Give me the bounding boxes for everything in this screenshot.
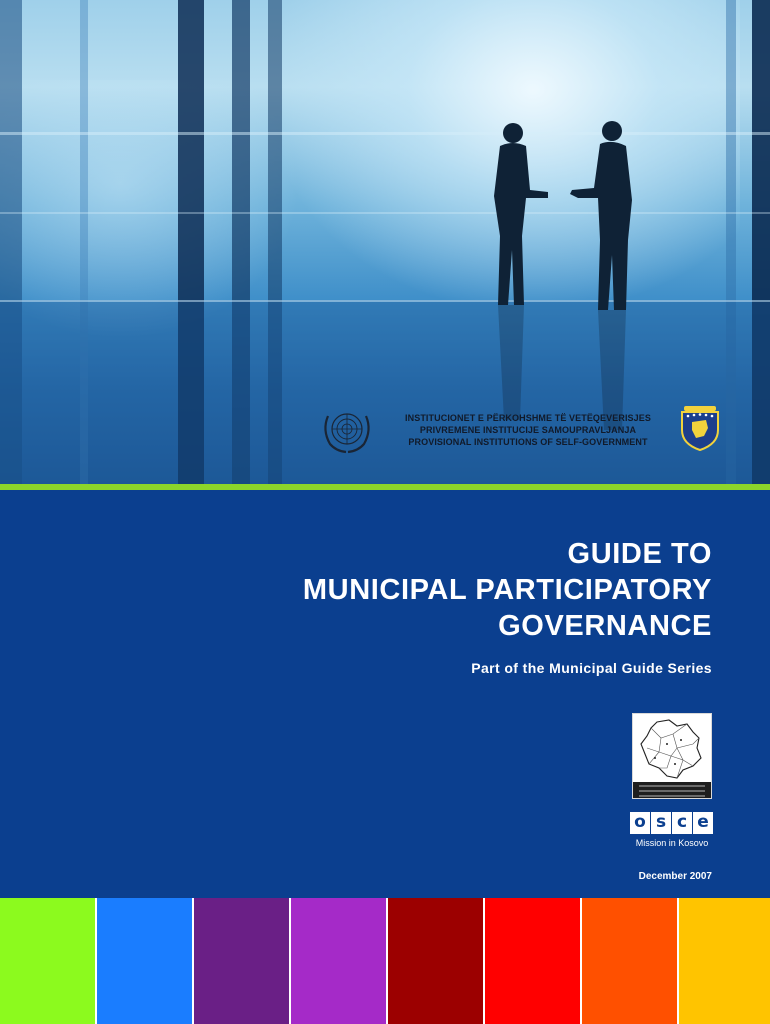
cover-photo: [0, 0, 770, 484]
publication-date: December 2007: [638, 871, 712, 882]
color-bar-orange: [582, 898, 677, 1024]
osce-letter-o: o: [630, 812, 650, 834]
kosovo-map-icon: [637, 718, 707, 780]
kosovo-emblem-icon: [678, 404, 722, 452]
color-bar-green: [0, 898, 95, 1024]
map-caption-band: [633, 782, 711, 798]
color-bar-blue: [97, 898, 192, 1024]
institutions-line-english: PROVISIONAL INSTITUTIONS OF SELF-GOVERNMENT: [408, 437, 648, 447]
emblem-row: [0, 398, 770, 468]
color-bar-dark-red: [388, 898, 483, 1024]
institutions-line-serbian: PRIVREMENE INSTITUCIJE SAMOUPRAVLJANJA: [419, 425, 637, 435]
osce-logo-icon: [630, 812, 714, 834]
color-bar-purple: [194, 898, 289, 1024]
color-bar-red: [485, 898, 580, 1024]
title-line-2: MUNICIPAL PARTICIPATORY: [302, 574, 712, 606]
title-panel: [0, 490, 770, 898]
un-emblem-icon: [318, 404, 376, 456]
osce-letter-e: e: [693, 812, 713, 834]
kosovo-map-logo: [632, 713, 712, 799]
osce-letter-s: s: [651, 812, 671, 834]
color-bars: [0, 898, 770, 1024]
color-bar-violet: [291, 898, 386, 1024]
osce-letter-c: c: [672, 812, 692, 834]
title-line-1: GUIDE TO: [567, 538, 712, 570]
color-bar-yellow: [679, 898, 770, 1024]
title-line-3: GOVERNANCE: [498, 610, 712, 642]
osce-mission-label: Mission in Kosovo: [635, 838, 709, 848]
institutions-text: [388, 412, 668, 448]
series-subtitle: Part of the Municipal Guide Series: [471, 660, 712, 676]
institutions-line-albanian: INSTITUCIONET E PËRKOHSHME TË VETËQEVERISJES: [405, 413, 651, 423]
document-title: [112, 536, 712, 644]
